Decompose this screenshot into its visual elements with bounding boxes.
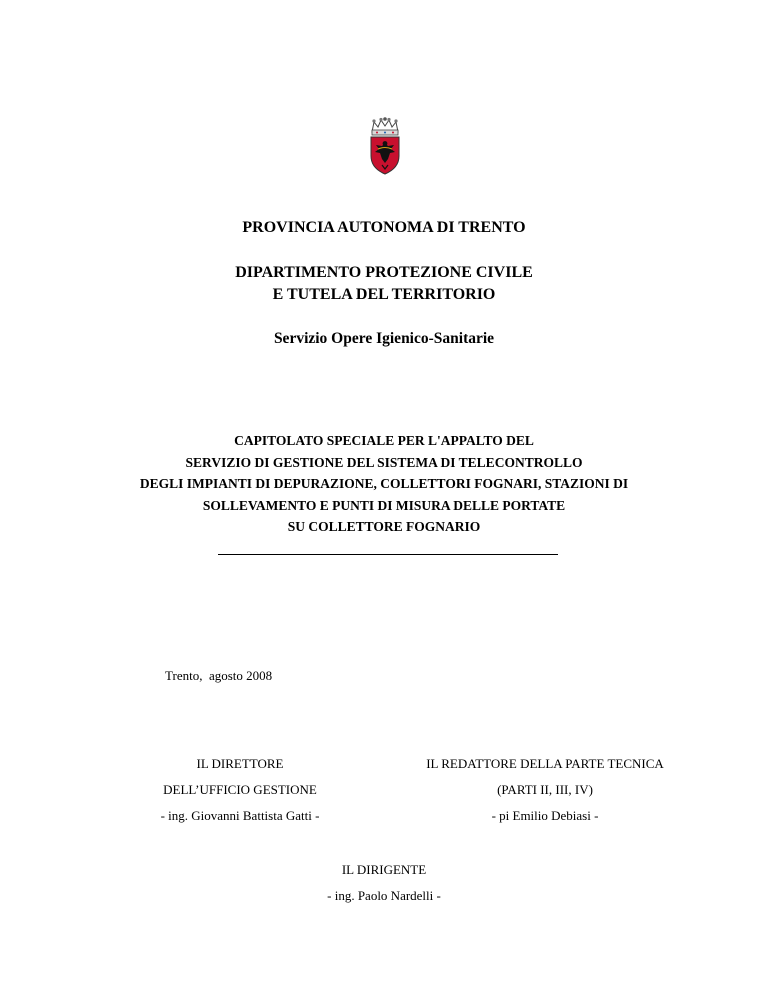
- department-line: DIPARTIMENTO PROTEZIONE CIVILE: [235, 264, 533, 281]
- place-and-date: Trento, agosto 2008: [165, 668, 273, 683]
- signature-name: - ing. Giovanni Battista Gatti -: [160, 808, 320, 823]
- service-name: Servizio Opere Igienico-Sanitarie: [273, 330, 495, 347]
- signature-role: IL DIRIGENTE: [341, 862, 427, 877]
- signature-name: - ing. Paolo Nardelli -: [327, 888, 441, 903]
- signature-role: IL DIRETTORE: [196, 756, 284, 771]
- title-line: DEGLI IMPIANTI DI DEPURAZIONE, COLLETTORI FOGNARI, STAZIONI DI: [139, 476, 629, 491]
- signature-role: IL REDATTORE DELLA PARTE TECNICA: [426, 756, 664, 771]
- signature-role: DELL’UFFICIO GESTIONE: [163, 782, 317, 797]
- signature-block-director: [120, 751, 360, 829]
- title-underline-divider: [218, 554, 558, 555]
- shield-icon: [371, 137, 399, 174]
- department-title: [0, 262, 768, 306]
- signature-role: (PARTI II, III, IV): [497, 782, 593, 797]
- signature-block-manager: [0, 857, 768, 909]
- title-line: SERVIZIO DI GESTIONE DEL SISTEMA DI TELECONTROLLO: [185, 454, 583, 470]
- signature-name: - pi Emilio Debiasi -: [491, 808, 599, 823]
- organization-title: PROVINCIA AUTONOMA DI TRENTO: [242, 219, 526, 236]
- title-line: SOLLEVAMENTO E PUNTI DI MISURA DELLE PORTATE: [202, 497, 566, 513]
- coat-of-arms-icon: [365, 116, 405, 176]
- crown-icon: [372, 117, 398, 135]
- signature-block-editor: [395, 751, 695, 829]
- department-line: E TUTELA DEL TERRITORIO: [272, 286, 496, 303]
- title-line: CAPITOLATO SPECIALE PER L'APPALTO DEL: [234, 433, 534, 448]
- title-line: SU COLLETTORE FOGNARIO: [287, 519, 481, 534]
- document-title: [0, 430, 768, 538]
